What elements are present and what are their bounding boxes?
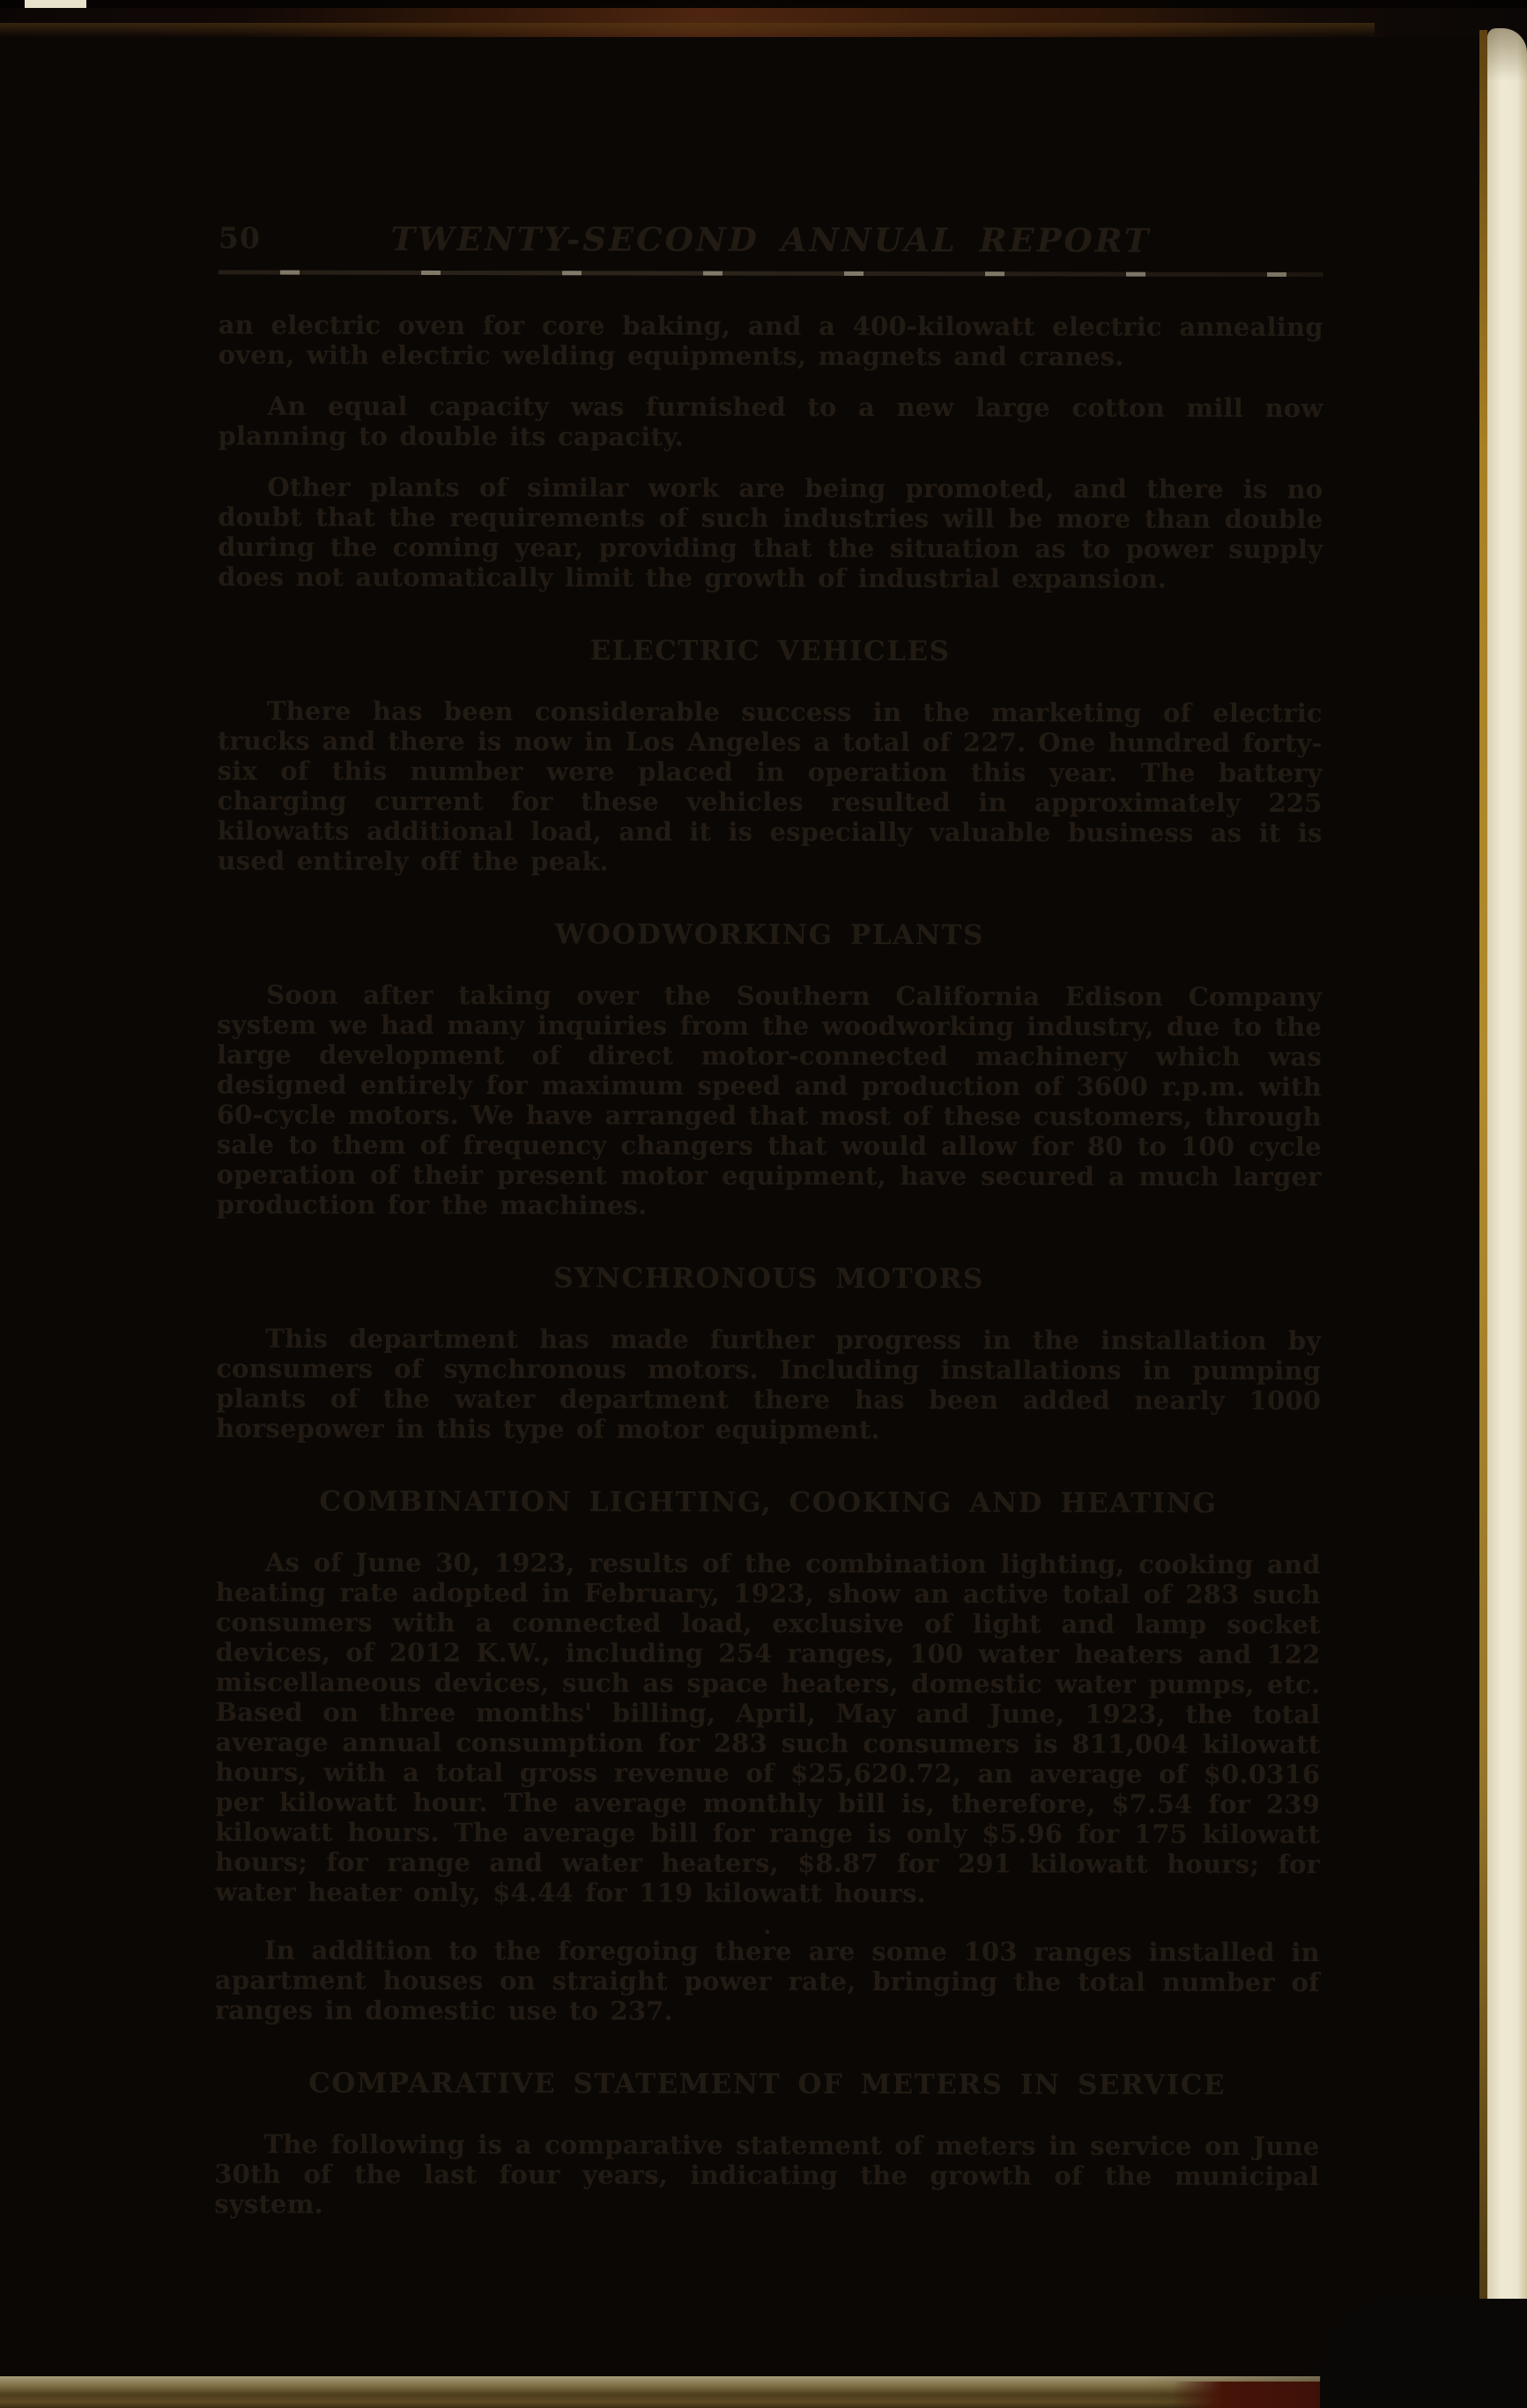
paragraph-combination: As of June 30, 1923, results of the combination lighting, cooking and heating rate adopted in February, 1923, show an active total of 283 such consumers with a connected load, exclusive of light and lamp socket devices, of 2012 K.W., including 254 ranges, 100 water heaters and 122 miscellaneous devices, such as space heaters, domestic water pumps, etc. Based on three months' billing, April, May and June, 1923, the total average annual consumption for 283 such consumers is 811,004 kilowatt hours, with a total gross revenue of $25,620.72, an average of $0.0316 per kilowatt hour. The average monthly bill is, therefore, $7.54 for 239 kilowatt hours. The average bill for range is only $5.96 for 175 kilowatt hours; for range and water heaters, $8.87 for 291 kilowatt hours; for water heater only, $4.44 for 119 kilowatt hours. xyxy=(214,1547,1321,1909)
separator-dot: . xyxy=(763,1913,772,1940)
running-header xyxy=(219,219,1323,262)
heading-combination-lighting: COMBINATION LIGHTING, COOKING AND HEATING xyxy=(319,1485,1218,1520)
heading-synchronous-motors: SYNCHRONOUS MOTORS xyxy=(553,1262,984,1296)
heading-comparative-statement: COMPARATIVE STATEMENT OF METERS IN SERVICE xyxy=(308,2067,1226,2101)
paragraph-electric-vehicles: There has been considerable success in the marketing of electric trucks and there is now in Los Angeles a total of 227. One hundred forty-six of this number were placed in operation this year. The battery charging current for these vehicles resulted in approximately 225 kilowatts additional load, and it is especially valuable business as it is used entirely off the peak. xyxy=(217,695,1323,877)
header-rule xyxy=(219,270,1323,277)
paragraph-other-plants: Other plants of similar work are being promoted, and there is no doubt that the requirements of such industries will be more than double during the coming year, providing that the situation as to power supply does not automatically limit the growth of industrial expansion. xyxy=(218,472,1323,594)
paragraph-annealing-oven: an electric oven for core baking, and a 400-kilowatt electric annealing oven, with electric welding equipments, magnets and cranes. xyxy=(218,309,1323,372)
previous-page-sliver xyxy=(25,0,86,8)
running-header-title: TWENTY-SECOND ANNUAL REPORT xyxy=(390,219,1152,260)
heading-electric-vehicles: ELECTRIC VEHICLES xyxy=(589,635,951,668)
paragraph-ranges-addition: In addition to the foregoing there are some 103 ranges installed in apartment houses on straight power rate, bringing the total number of ranges in domestic use to 237. xyxy=(214,1935,1320,2026)
page-content xyxy=(1,23,1486,2385)
paragraph-cotton-mill: An equal capacity was furnished to a new large cotton mill now planning to double its capacity. xyxy=(218,390,1323,452)
paragraph-meters-intro: The following is a comparative statement of meters in service on June 30th of the last four years, indicating the growth of the municipal system. xyxy=(214,2129,1320,2219)
report-page xyxy=(5,23,1486,2382)
next-page-edge xyxy=(1487,28,1527,2359)
paragraph-woodworking: Soon after taking over the Southern California Edison Company system we had many inquiries from the woodworking industry, due to the large development of direct motor-connected machinery which was designed entirely for maximum speed and production of 3600 r.p.m. with 60-cycle motors. We have arranged that most of these customers, through sale to them of frequency changers that would allow for 80 to 100 cycle operation of their present motor equipment, have secured a much larger production for the machines. xyxy=(216,979,1323,1221)
paragraph-synchronous: This department has made further progress in the installation by consumers of synchronous motors. Including installations in pumping plants of the water department there has been added nearly 1000 horsepower in this type of motor equipment. xyxy=(216,1323,1322,1445)
heading-woodworking-plants: WOODWORKING PLANTS xyxy=(554,918,984,952)
page-gap-line xyxy=(1479,30,1487,2348)
page-number: 50 xyxy=(218,220,261,256)
